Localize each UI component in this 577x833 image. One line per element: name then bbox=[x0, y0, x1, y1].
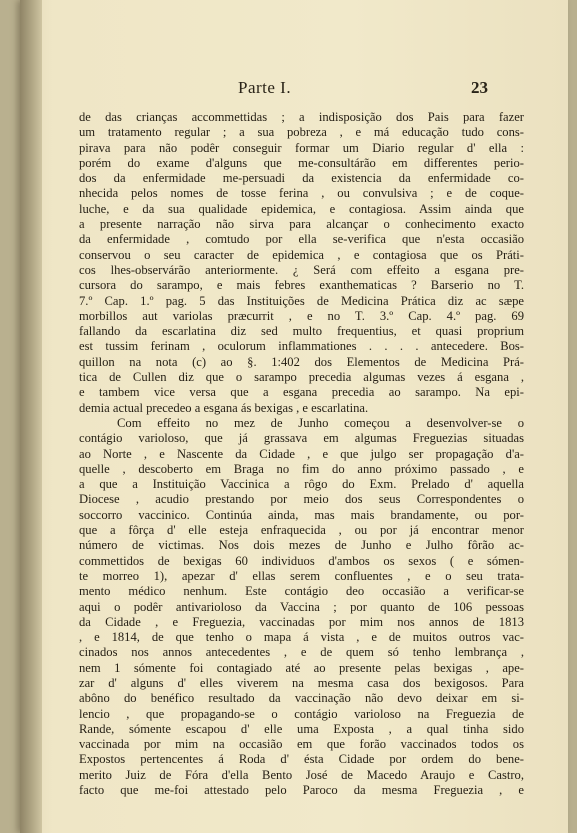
text-line: Diocese , acudio prestando por meio dos seus Correspondentes o bbox=[79, 492, 524, 507]
paragraph-2 bbox=[79, 416, 524, 798]
text-line: tica de Cullen diz que o sarampo precedia algumas vezes á esgana , bbox=[79, 370, 524, 385]
text-line: abôno do benéfico resultado da vaccinação não devo deixar em si- bbox=[79, 691, 524, 706]
paragraph-1 bbox=[79, 110, 524, 416]
text-line: morbillos aut variolas præcurrit , e no T. 3.º Cap. 4.º pag. 69 bbox=[79, 308, 524, 323]
text-line: zar d' alguns d' elles viverem na mesma casa dos bexigosos. Para bbox=[79, 675, 524, 690]
text-line: um tratamento regular ; a sua pobreza , e má educação tudo cons- bbox=[79, 125, 524, 140]
text-line: contágio varioloso, que já grassava em algumas Freguezias situadas bbox=[79, 431, 524, 446]
text-line: número de victimas. Nos dois mezes de Junho e Julho fôrão ac- bbox=[79, 538, 524, 553]
text-line: a que a Instituição Vaccinica a rôgo do Exm. Prelado d' aquella bbox=[79, 477, 524, 492]
text-line: merito Juiz de Fóra d'ella Bento José de Macedo Araujo e Castro, bbox=[79, 767, 524, 782]
text-line: est tussim ferinam , oculorum inflammationes . . . . antecedere. Bos- bbox=[79, 339, 524, 354]
text-line: da enfermidade , comtudo por ella se-verifica que n'esta occasião bbox=[79, 232, 524, 247]
text-line: quillon na nota (c) ao §. 1:402 dos Elementos de Medicina Prá- bbox=[79, 354, 524, 369]
text-line: soccorro vaccinico. Continúa ainda, mas mais brandamente, ou por- bbox=[79, 507, 524, 522]
text-line: demia actual precedeo a esgana ás bexigas , e escarlatina. bbox=[79, 400, 369, 415]
text-line: Com effeito no mez de Junho começou a desenvolver-se o bbox=[117, 415, 524, 430]
text-line: vaccinada por mim na occasião em que forão vaccinados todos os bbox=[79, 737, 524, 752]
text-line: pirava para não podêr conseguir formar um Diario regular d' ella : bbox=[79, 140, 524, 155]
text-line: cos lhes-observárão anteriormente. ¿ Será com effeito a esgana pre- bbox=[79, 262, 524, 277]
text-line: e tambem vice versa que a esgana precedia ao sarampo. Na epi- bbox=[79, 385, 524, 400]
text-line: cinados nos annos antecedentes , e de quem só tenho lembrança , bbox=[79, 645, 524, 660]
text-line: luche, e da sua qualidade epidemica, e contagiosa. Assim ainda que bbox=[79, 201, 524, 216]
text-line: quelle , descoberto em Braga no fim do anno próximo passado , e bbox=[79, 461, 524, 476]
page-binding-shadow bbox=[20, 0, 42, 833]
text-line: cursora do sarampo, e mais febres exanthematicas ? Barserio no T. bbox=[79, 278, 524, 293]
text-line: nhecida pelos nomes de tosse ferina , ou convulsiva ; e de coque- bbox=[79, 186, 524, 201]
page-header bbox=[238, 78, 488, 102]
text-line: aqui o podêr antivarioloso da Vaccina ; por quanto de 106 pessoas bbox=[79, 599, 524, 614]
text-line: facto que me-foi attestado pelo Paroco da mesma Freguezia , e bbox=[79, 783, 524, 798]
text-line: ao Norte , e Nascente da Cidade , e que julgo ser propagação d'a- bbox=[79, 446, 524, 461]
text-line: Rande, sómente escapou d' elle uma Exposta , a qual tinha sido bbox=[79, 721, 524, 736]
text-line: fallando da escarlatina diz sed multo frequentius, et quasi proprium bbox=[79, 324, 524, 339]
text-line: de das crianças accommettidas ; a indisposição dos Pais para fazer bbox=[79, 110, 524, 124]
text-line: lencio , que propagando-se o contágio varioloso na Freguezia de bbox=[79, 706, 524, 721]
text-line: dos da enfermidade me-persuadi da existencia da enfermidade co- bbox=[79, 171, 524, 186]
text-line: porém do exame d'alguns que me-consultárão em differentes perio- bbox=[79, 155, 524, 170]
text-line: commettidos de bexigas 60 individuos d'ambos os sexos ( e sómen- bbox=[79, 553, 524, 568]
text-line: Expostos pertencentes á Roda d' ésta Cidade por ordem do bene- bbox=[79, 752, 524, 767]
text-line: mento médico nenhum. Este contágio deo occasião a verificar-se bbox=[79, 584, 524, 599]
text-line: que a fôrça d' elle esteja enfraquecida , ou por já encontrar menor bbox=[79, 523, 524, 538]
running-head: Parte I. bbox=[238, 78, 292, 97]
text-line: , e 1814, de que tenho o mapa á vista , e de muitos outros vac- bbox=[79, 630, 524, 645]
page-number: 23 bbox=[471, 78, 488, 97]
text-line: te morreo 1), apezar d' ellas serem confluentes , e o seu trata- bbox=[79, 568, 524, 583]
text-line: 7.º Cap. 1.º pag. 5 das Instituições de Medicina Prática diz ac sæpe bbox=[79, 293, 524, 308]
body-text bbox=[79, 110, 524, 798]
text-line: conservou o seu caracter de epidemica , e contagiosa que os Práti- bbox=[79, 247, 524, 262]
text-line: nem 1 sómente foi contagiado até ao presente pelas bexigas , ape- bbox=[79, 660, 524, 675]
text-line: a presente narração não sirva para alcançar o conhecimento exacto bbox=[79, 217, 524, 232]
text-line: da Cidade , e Freguezia, vaccinadas por mim nos annos de 1813 bbox=[79, 614, 524, 629]
